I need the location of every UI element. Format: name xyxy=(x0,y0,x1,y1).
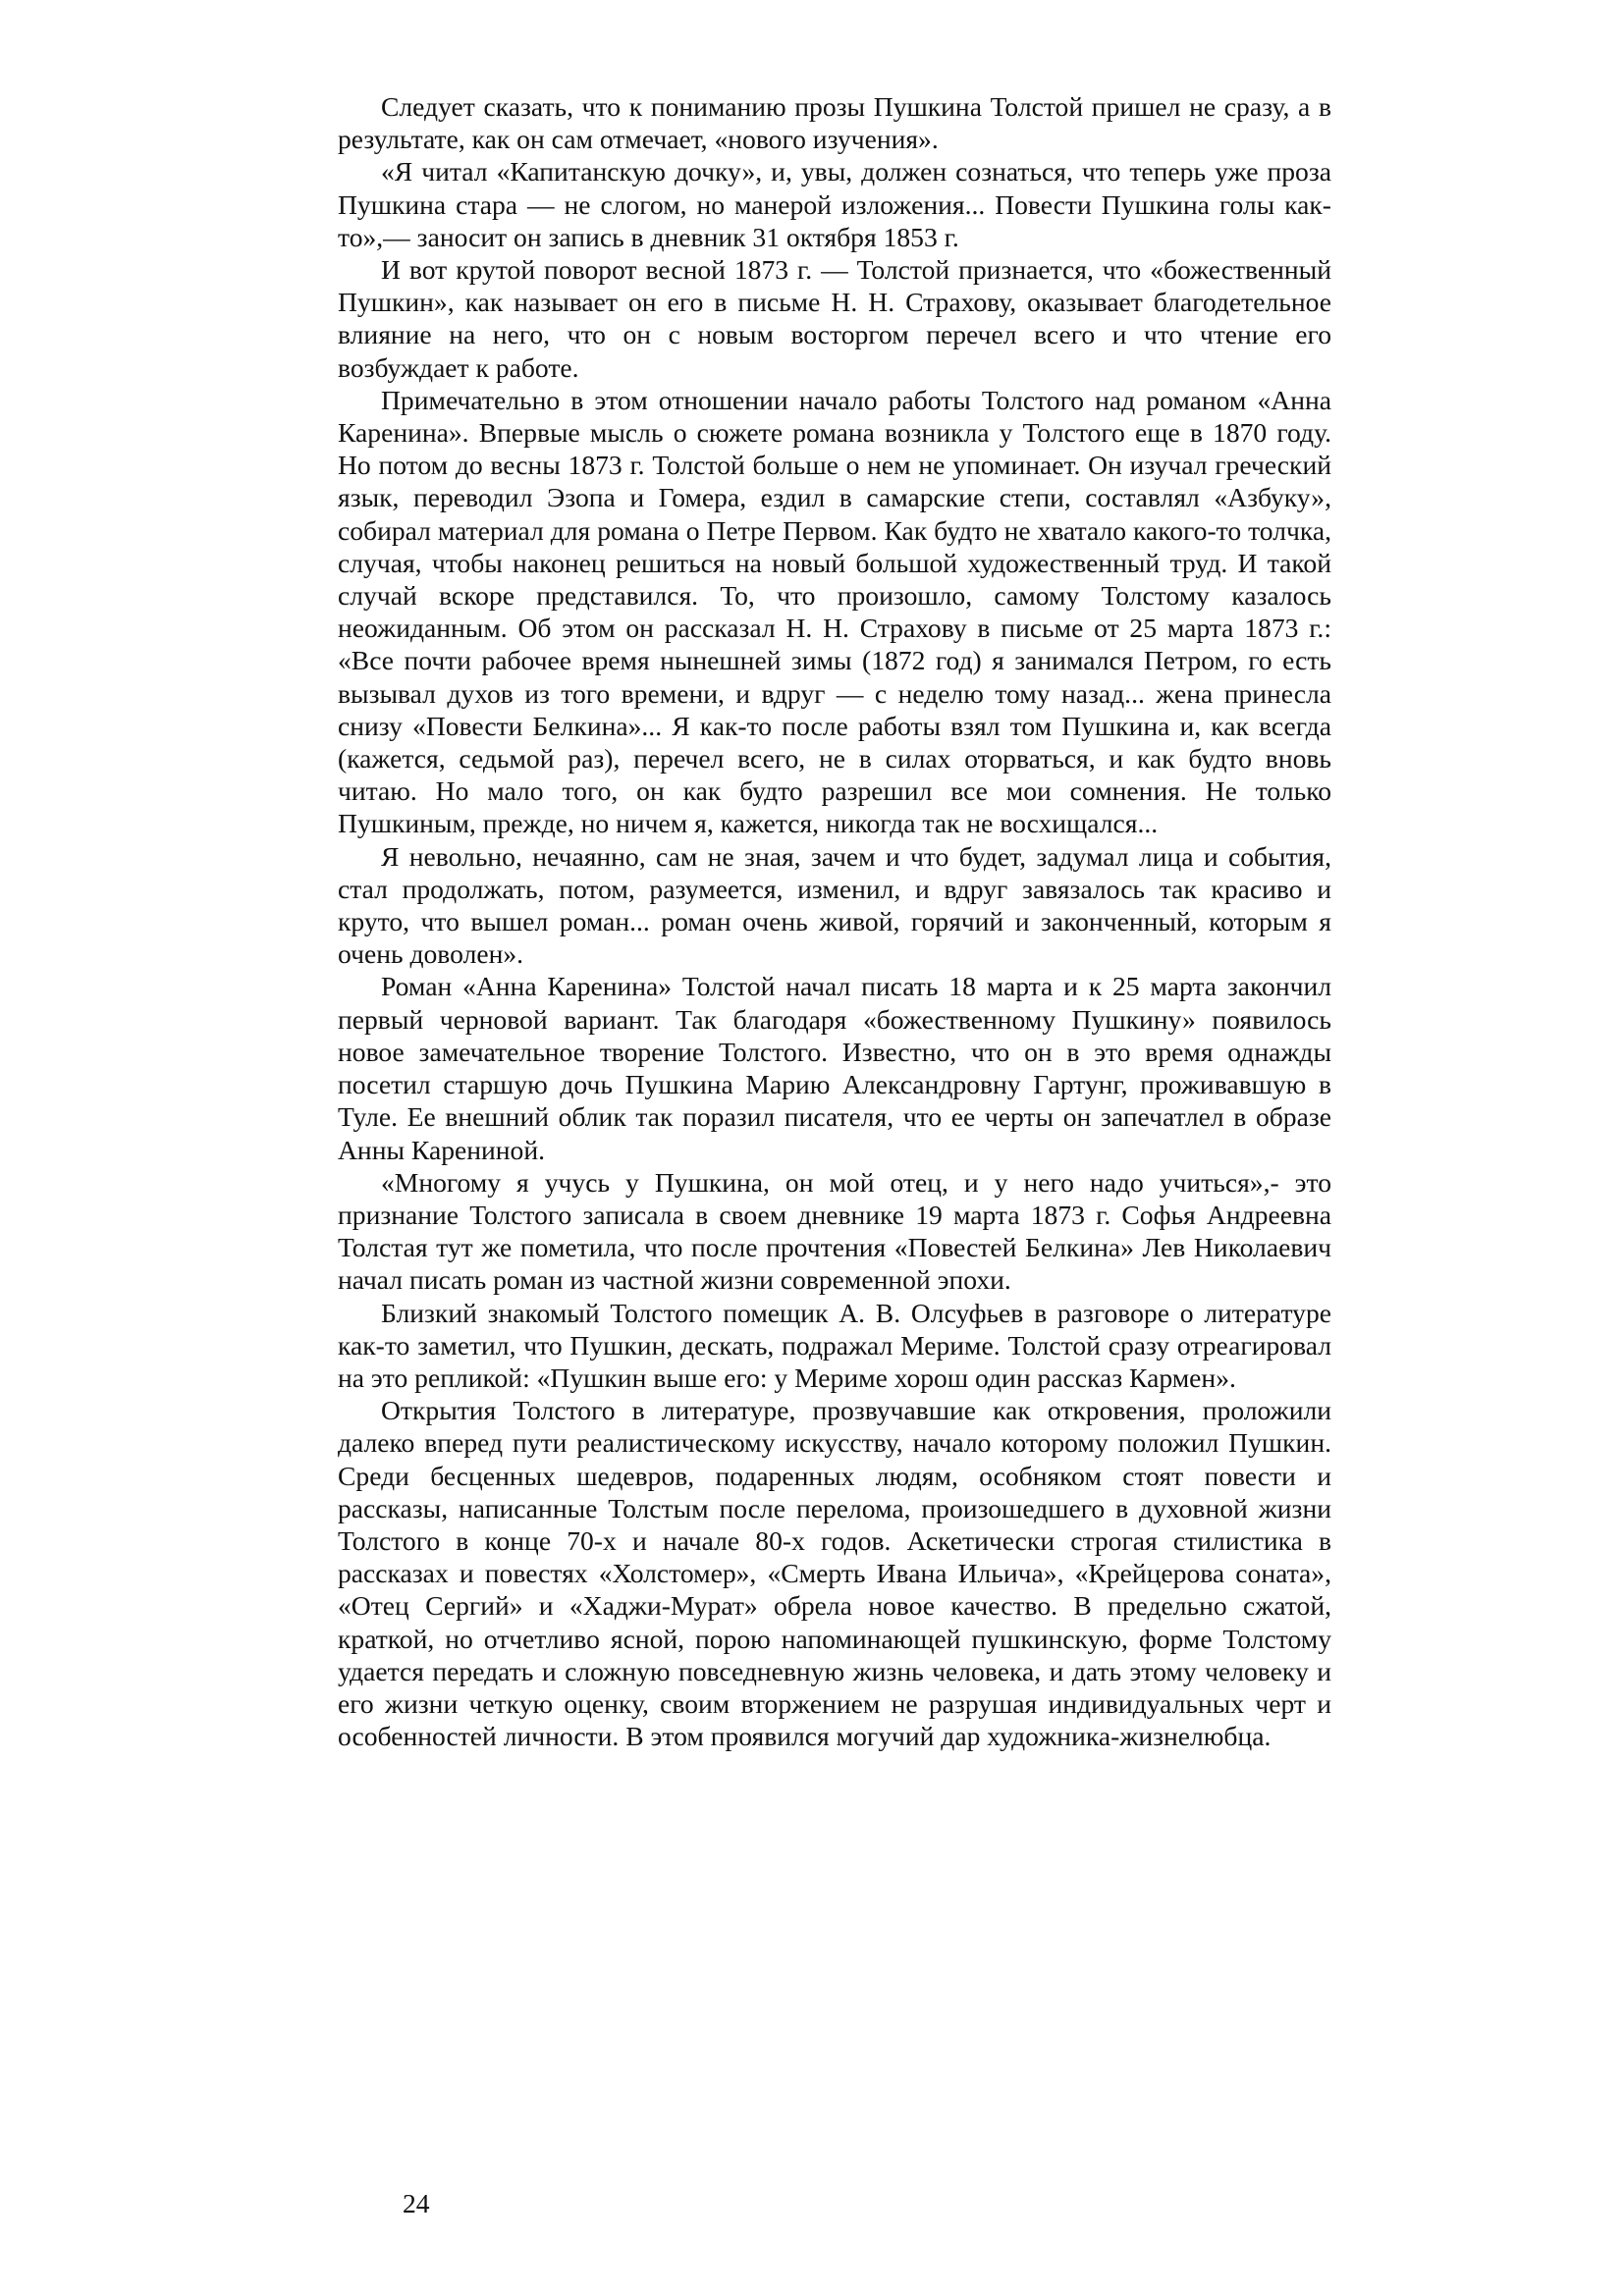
page-number: 24 xyxy=(403,2188,430,2218)
paragraph-5: Я невольно, нечаянно, сам не зная, зачем и что будет, задумал лица и события, стал продолжать, потом, разумеется, изменил, и вдруг завязалось так красиво и круто, что вышел роман... роман очень живой, горячий и законченный, которым я очень доволен». xyxy=(338,840,1331,970)
paragraph-7: «Многому я учусь у Пушкина, он мой отец, и у него надо учиться»,- это признание Толстого записала в своем дневнике 19 марта 1873 г. Софья Андреевна Толстая тут же пометила, что после прочтения «Повестей Белкина» Лев Николаевич начал писать роман из частной жизни современной эпохи. xyxy=(338,1166,1331,1296)
paragraph-4: Примечательно в этом отношении начало работы Толстого над романом «Анна Каренина». Впервые мысль о сюжете романа возникла у Толстого еще в 1870 году. Но потом до весны 1873 г. Толстой больше о нем не упоминает. Он изучал греческий язык, переводил Эзопа и Гомера, ездил в самарские степи, составлял «Азбуку», собирал материал для романа о Петре Первом. Как будто не хватало какого-то толчка, случая, чтобы наконец решиться на новый большой художественный труд. И такой случай вскоре представился. То, что произошло, самому Толстому казалось неожиданным. Об этом он рассказал Н. Н. Страхову в письме от 25 марта 1873 г.: «Все почти рабочее время нынешней зимы (1872 год) я занимался Петром, го есть вызывал духов из того времени, и вдруг — с неделю тому назад... жена принесла снизу «Повести Белкина»... Я как-то после работы взял том Пушкина и, как всегда (кажется, седьмой раз), перечел всего, не в силах оторваться, и как будто вновь читаю. Но мало того, он как будто разрешил все мои сомнения. Не только Пушкиным, прежде, но ничем я, кажется, никогда так не восхищался... xyxy=(338,384,1331,839)
paragraph-1: Следует сказать, что к пониманию прозы Пушкина Толстой пришел не сразу, а в результате, как он сам отмечает, «нового изучения». xyxy=(338,91,1331,155)
paragraph-3: И вот крутой поворот весной 1873 г. — Толстой признается, что «божественный Пушкин», как называет он его в письме Н. Н. Страхову, оказывает благодетельное влияние на него, что он с новым восторгом перечел всего и что чтение его возбуждает к работе. xyxy=(338,254,1331,383)
paragraph-9: Открытия Толстого в литературе, прозвучавшие как откровения, проложили далеко вперед пути реалистическому искусству, начало которому положил Пушкин. Среди бесценных шедевров, подаренных людям, особняком стоят повести и рассказы, написанные Толстым после перелома, произошедшего в духовной жизни Толстого в конце 70-х и начале 80-х годов. Аскетически строгая стилистика в рассказах и повестях «Холстомер», «Смерть Ивана Ильича», «Крейцерова соната», «Отец Сергий» и «Хаджи-Мурат» обрела новое качество. В предельно сжатой, краткой, но отчетливо ясной, порою напоминающей пушкинскую, форме Толстому удается передать и сложную повседневную жизнь человека, и дать этому человеку и его жизни четкую оценку, своим вторжением не разрушая индивидуальных черт и особенностей личности. В этом проявился могучий дар художника-жизнелюбца. xyxy=(338,1395,1331,1752)
paragraph-6: Роман «Анна Каренина» Толстой начал писать 18 марта и к 25 марта закончил первый черновой вариант. Так благодаря «божественному Пушкину» появилось новое замечательное творение Толстого. Известно, что он в это время однажды посетил старшую дочь Пушкина Марию Александровну Гартунг, проживавшую в Туле. Ее внешний облик так поразил писателя, что ее черты он запечатлел в образе Анны Карениной. xyxy=(338,971,1331,1165)
paragraph-8: Близкий знакомый Толстого помещик А. В. Олсуфьев в разговоре о литературе как-то заметил, что Пушкин, дескать, подражал Мериме. Толстой сразу отреагировал на это репликой: «Пушкин выше его: у Мериме хорош один рассказ Кармен». xyxy=(338,1297,1331,1393)
body-text xyxy=(338,90,1331,1752)
paragraph-2: «Я читал «Капитанскую дочку», и, увы, должен сознаться, что теперь уже проза Пушкина стара — не слогом, но манерой изложения... Повести Пушкина голы как- то»,— заносит он запись в дневник 31 октября 1853 г. xyxy=(338,156,1331,252)
